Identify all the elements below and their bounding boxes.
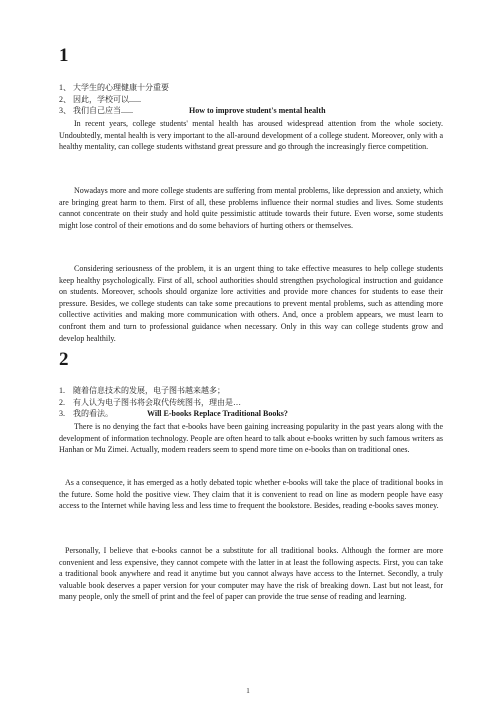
- section-1-paragraph-2: Nowadays more and more college students are suffering from mental problems, like depression and anxiety, which are bringing great harm to them. First of all, these problems influence their normal studies and lives. Some students cannot concentrate on their study and hold quite pessimistic attitude towards their future. Even worse, some students might lose control of their emotions and do some behaviors of hurting others or themselves.: [59, 186, 443, 230]
- section-1-heading: 1: [59, 45, 69, 66]
- section-1-paragraph-3: Considering seriousness of the problem, it is an urgent thing to take effective measures to help college students keep healthy psychologically. First of all, school authorities should strengthen psychological instruction and guidance on students. Moreover, schools should organize lore activities and provide more chances for students to ease their pressure. Besides, we college students can take some precautions to prevent mental problems, such as attending more collective activities and making more communication with others. And, once a problem appears, we must learn to confront them and turn to professional guidance when necessary. Only in this way can college students grow and develop healthily.: [59, 264, 443, 343]
- section-2-paragraph-1: There is no denying the fact that e-books have been gaining increasing popularity in the past years along with the development of information technology. People are often heard to talk about e-books written by such famous writers as Hanhan or Mu Zimei. Actually, modern readers seem to spend more time on e-books than on traditional ones.: [59, 422, 443, 455]
- page-number: 1: [246, 687, 250, 695]
- section-2-heading: 2: [59, 349, 69, 370]
- outline-text: 因此，学校可以......: [73, 94, 141, 104]
- outline-item: [59, 397, 288, 409]
- section-2-outline: [59, 385, 288, 420]
- outline-text: 我们自己应当......: [73, 106, 133, 115]
- outline-number: 2、: [59, 94, 71, 104]
- essay-title: Will E-books Replace Traditional Books?: [147, 409, 288, 418]
- outline-text: 随着信息技术的发展，电子图书越来越多；: [73, 386, 225, 395]
- outline-number: 1.: [59, 386, 65, 395]
- outline-item: [59, 408, 288, 420]
- outline-item: [59, 105, 326, 117]
- section-2-paragraph-3: Personally, I believe that e-books cannot be a substitute for all traditional books. Although the former are more convenient and less expensive, they cannot compete with the latter in at least the following aspects. First, you can take a traditional book anywhere and read it anytime but you cannot always have access to the Internet. Secondly, a truly valuable book deserves a paper version for your computer may have the risk of breaking down. Last but not least, for many people, only the smell of print and the feel of paper can provide the true sense of reading and learning.: [59, 546, 443, 602]
- outline-text: 有人认为电子图书将会取代传统图书，理由是…: [73, 397, 241, 407]
- section-1-outline: [59, 82, 326, 117]
- outline-number: 1、: [59, 83, 71, 92]
- outline-number: 3、: [59, 106, 71, 115]
- outline-text: 大学生的心理健康十分重要: [73, 83, 169, 92]
- outline-number: 2.: [59, 397, 65, 407]
- outline-item: [59, 82, 326, 94]
- section-1-paragraph-1: In recent years, college students' mental health has aroused widespread attention from the whole society. Undoubtedly, mental health is very important to the all-around development of a college student. Moreover, only with a healthy mentality, can college students withstand great pressure and go through the increasingly fierce competition.: [59, 119, 443, 152]
- outline-item: [59, 94, 326, 106]
- outline-item: [59, 385, 288, 397]
- outline-text: 我的看法。: [73, 409, 113, 418]
- outline-number: 3.: [59, 409, 65, 418]
- section-2-paragraph-2: As a consequence, it has emerged as a hotly debated topic whether e-books will take the place of traditional books in the future. Some hold the positive view. They claim that it is convenient to read on line as modern people have easy access to the Internet while having less and less time to frequent the bookstore. Besides, reading e-books saves money.: [59, 478, 443, 511]
- essay-title: How to improve student's mental health: [189, 106, 326, 115]
